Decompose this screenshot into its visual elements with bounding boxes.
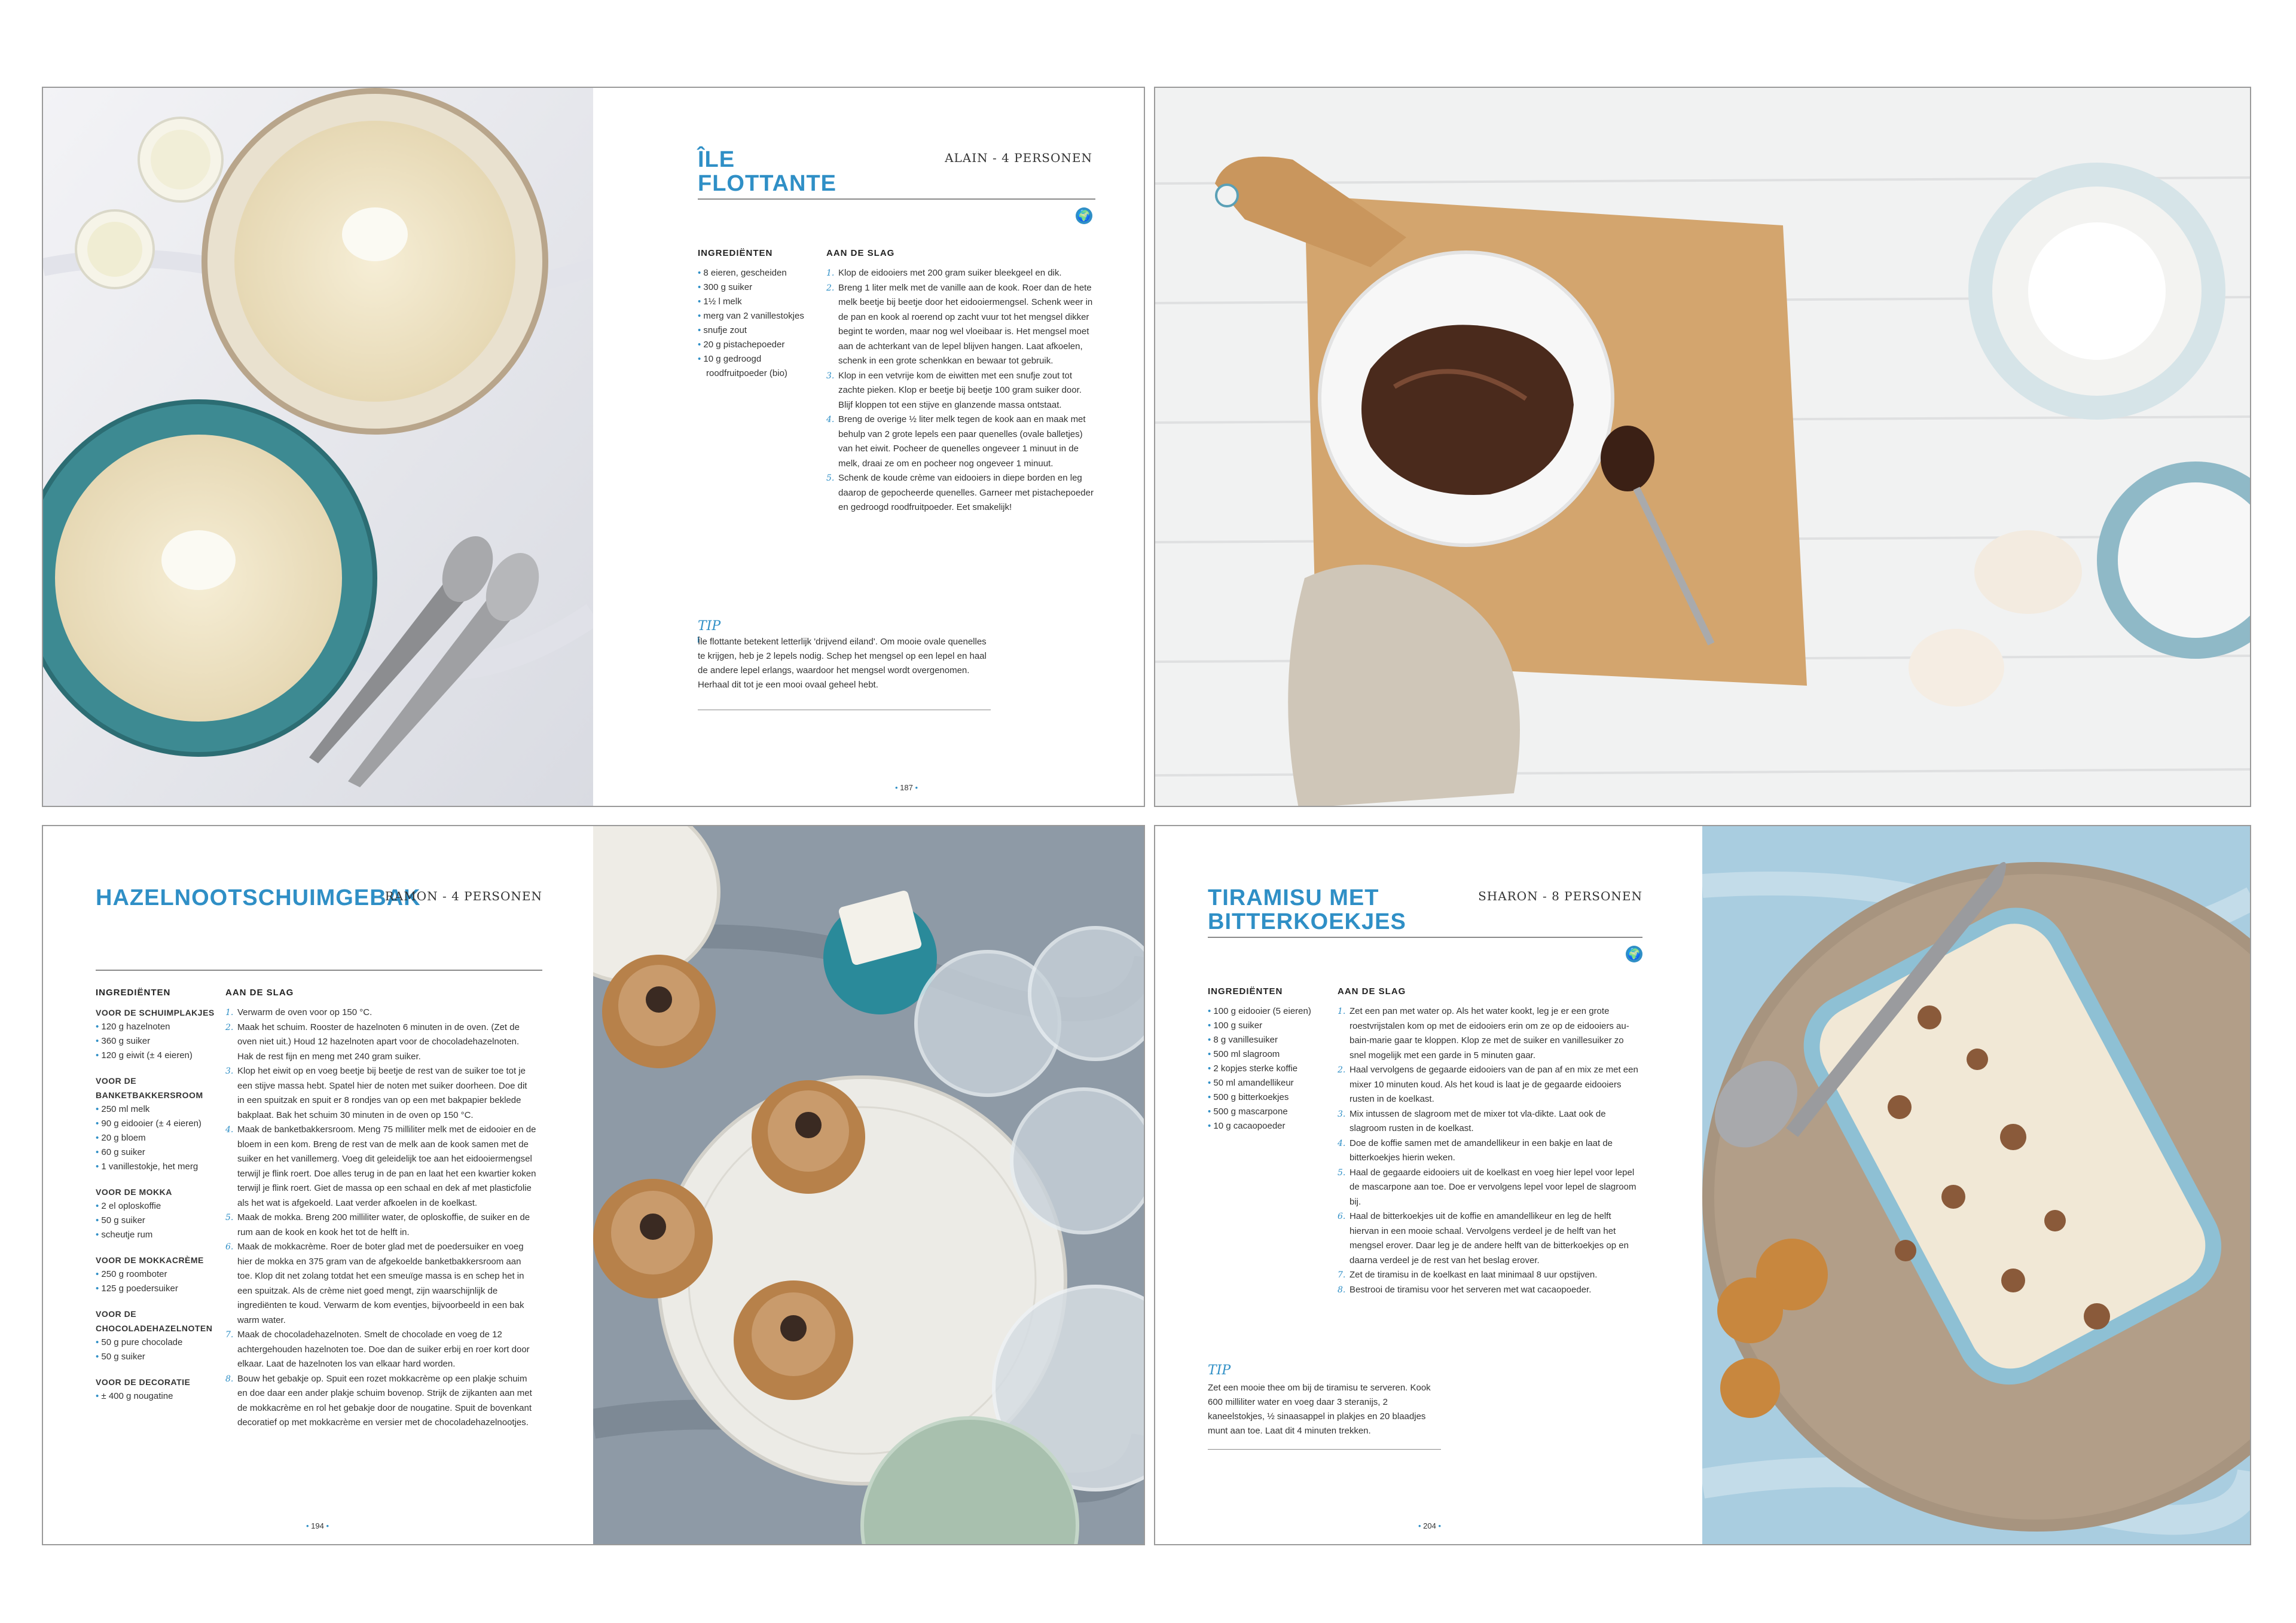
author-byline: RAMON - 4 PERSONEN bbox=[384, 889, 542, 903]
step-number: 3. bbox=[826, 371, 835, 381]
globe-icon: 🌍 bbox=[1626, 946, 1642, 962]
step-number: 6. bbox=[225, 1242, 234, 1252]
recipe-page-ile-flottante bbox=[593, 88, 1145, 806]
title-rule bbox=[698, 198, 1095, 200]
method-step bbox=[225, 1123, 536, 1211]
spread-chocolate-photo bbox=[1154, 87, 2251, 807]
step-text: Verwarm de oven voor op 150 °C. bbox=[237, 1007, 373, 1017]
ingredient-item: • 90 g eidooier (± 4 eieren) bbox=[96, 1117, 215, 1131]
step-number: 8. bbox=[1338, 1285, 1346, 1295]
method-step bbox=[225, 1328, 536, 1372]
ingredient-item: • 8 eieren, gescheiden bbox=[698, 266, 817, 280]
step-number: 2. bbox=[225, 1022, 234, 1032]
tiramisu-photo bbox=[1702, 826, 2251, 1545]
step-text: Breng de overige ½ liter melk tegen de kook aan en maak met behulp van 2 grote lepels een paar quenelles (ovale balletjes) van het eiwit. Pocheer de quenelles ongeveer 1 minuut in de melk, draai ze om en pocheer nog ongeveer 1 minuut. bbox=[838, 414, 1086, 469]
step-text: Klop het eiwit op en voeg beetje bij beetje de rest van de suiker toe tot je een stijve massa hebt. Spatel hier de noten met suiker doorheen. Doe dit in een spuitzak en spuit er 8 rondjes van op een met bakpapier beklede bakplaat. Bak het schuim 30 minuten in de oven op 150 °C. bbox=[237, 1066, 527, 1120]
step-number: 7. bbox=[1338, 1270, 1346, 1280]
tip-text: Zet een mooie thee om bij de tiramisu te serveren. Kook 600 milliliter water en voeg daar 3 steranijs, 2 kaneelstokjes, ½ sinaasappel in plakjes en 20 blaadjes munt aan toe. Laat dit 4 minuten trekken. bbox=[1208, 1383, 1431, 1436]
ingredients-list bbox=[698, 266, 817, 381]
ingredient-item: • ± 400 g nougatine bbox=[96, 1389, 215, 1404]
step-text: Bouw het gebakje op. Spuit een rozet mokkacrème op een plakje schuim en doe daar een ander plakje schuim bovenop. Strijk de zijkanten aan met de mokkacrème en rol het gebakje door de nougatine. Spuit de bovenkant decoratief op met mokkacrème en versier met de chocoladehazelnootjes. bbox=[237, 1373, 532, 1428]
ingredient-item: • 2 kopjes sterke koffie bbox=[1208, 1062, 1327, 1076]
ingredient-item: • 8 g vanillesuiker bbox=[1208, 1033, 1327, 1047]
method-step bbox=[225, 1020, 536, 1065]
step-number: 4. bbox=[225, 1125, 234, 1135]
page-title bbox=[1208, 886, 1406, 934]
step-number: 1. bbox=[225, 1008, 234, 1017]
page-number: • 194 • bbox=[306, 1521, 329, 1530]
ingredient-group: VOOR DE DECORATIE bbox=[96, 1377, 191, 1387]
page-number: • 204 • bbox=[1418, 1521, 1441, 1530]
title-line-2: FLOTTANTE bbox=[698, 171, 837, 196]
step-number: 2. bbox=[826, 283, 835, 293]
ingredient-item: • 10 g gedroogd roodfruitpoeder (bio) bbox=[698, 352, 817, 381]
step-text: Breng 1 liter melk met de vanille aan de kook. Roer dan de hete melk beetje bij beetje door het eidooiermengsel. Schenk weer in de pan en kook al roerend op zacht vuur tot het mengsel dikker begint te worden, maar nog wel vloeibaar is. Het mengsel moet aan de achterkant van de lepel blijven hangen. Laat afkoelen, schenk in een grote schenkkan en bewaar tot gebruik. bbox=[838, 282, 1093, 366]
step-text: Zet een pan met water op. Als het water kookt, leg je er een grote roestvrijstalen kom op met de eidooiers erin om ze op de eidooiers au-bain-marie gaar te kloppen. Klop ze met de suiker en vanillesuiker zo snel mogelijk met een garde in 5 minuten gaar. bbox=[1349, 1006, 1629, 1060]
step-number: 3. bbox=[225, 1066, 234, 1076]
method-step bbox=[225, 1211, 536, 1240]
step-number: 7. bbox=[225, 1330, 234, 1340]
ingredient-item: • 50 g suiker bbox=[96, 1350, 215, 1364]
ingredient-item: • 20 g bloem bbox=[96, 1131, 215, 1145]
step-text: Doe de koffie samen met de amandellikeur in een bakje en laat de bitterkoekjes hierin weken. bbox=[1349, 1138, 1613, 1163]
ingredient-item: • 500 g mascarpone bbox=[1208, 1105, 1327, 1119]
ingredient-item: • 300 g suiker bbox=[698, 280, 817, 295]
ingredients-heading: INGREDIËNTEN bbox=[96, 988, 171, 998]
step-text: Zet de tiramisu in de koelkast en laat minimaal 8 uur opstijven. bbox=[1349, 1270, 1598, 1280]
ingredient-item: • 360 g suiker bbox=[96, 1034, 215, 1049]
ingredient-item: • 20 g pistachepoeder bbox=[698, 338, 817, 352]
ingredients-list bbox=[1208, 1004, 1327, 1133]
step-text: Mix intussen de slagroom met de mixer tot vla-dikte. Laat ook de slagroom rusten in de koelkast. bbox=[1349, 1108, 1606, 1133]
tip-heading: TIP bbox=[1208, 1363, 1231, 1378]
method-step bbox=[1338, 1166, 1642, 1210]
ingredient-item: • 500 ml slagroom bbox=[1208, 1047, 1327, 1062]
step-number: 1. bbox=[826, 268, 835, 278]
tip-heading: TIP bbox=[698, 619, 721, 634]
ingredient-group: VOOR DE CHOCOLADEHAZELNOTEN bbox=[96, 1309, 213, 1333]
globe-icon: 🌍 bbox=[1076, 207, 1092, 224]
method-step bbox=[225, 1064, 536, 1123]
step-number: 4. bbox=[1338, 1138, 1346, 1148]
step-number: 3. bbox=[1338, 1109, 1346, 1119]
step-text: Klop de eidooiers met 200 gram suiker bleekgeel en dik. bbox=[838, 268, 1062, 278]
title-rule bbox=[1208, 937, 1642, 938]
step-text: Haal de bitterkoekjes uit de koffie en amandellikeur en leg de helft hiervan in een mooie schaal. Vervolgens verdeel je de helft van het mengsel erover. Daar leg je de andere helft van de bitterkoekjes op en daarna verdeel je de rest van het beslag erover. bbox=[1349, 1211, 1629, 1266]
method-step bbox=[826, 369, 1098, 413]
step-text: Maak de mokkacrème. Roer de boter glad met de poedersuiker en voeg hier de mokka en 375 gram van de afgekoelde banketbakkersroom aan toe. Klop dit net zolang totdat het een smeuïge massa is en schep het in een spuitzak. Als de crème niet goed mengt, zijn waarschijnlijk de ingrediënten te koud. Verwarm de kom eventjes, bijvoorbeeld in een bak warm water. bbox=[237, 1242, 524, 1325]
step-number: 8. bbox=[225, 1374, 234, 1384]
title-line-2: BITTERKOEKJES bbox=[1208, 909, 1406, 934]
chocolate-bowl-photo bbox=[1155, 88, 2251, 807]
ingredient-item: • 500 g bitterkoekjes bbox=[1208, 1090, 1327, 1105]
method-heading: AAN DE SLAG bbox=[1338, 986, 1406, 997]
step-number: 2. bbox=[1338, 1065, 1346, 1075]
recipe-page-hazelnootschuimgebak bbox=[43, 826, 593, 1544]
ingredient-item: • 1 vanillestokje, het merg bbox=[96, 1160, 215, 1174]
ingredient-group: VOOR DE BANKETBAKKERSROOM bbox=[96, 1076, 203, 1100]
step-text: Maak de banketbakkersroom. Meng 75 milliliter melk met de eidooier en de bloem in een kom. Breng de rest van de melk aan de kook samen met de suiker en het vanillemerg. Voeg dit geleidelijk toe aan het eidooiermengsel terwijl je flink roert. Doe alles terug in de pan en laat het een kwartier koken terwijl je flink roert. Giet de massa op een schaal en dek af met plasticfolie als het wat is afgekoeld. Laat verder afkoelen in de koelkast. bbox=[237, 1124, 536, 1208]
method-step bbox=[826, 266, 1098, 281]
ingredient-item: • 125 g poedersuiker bbox=[96, 1282, 215, 1296]
step-text: Maak de mokka. Breng 200 milliliter water, de oploskoffie, de suiker en de rum aan de kook en kook het tot de helft in. bbox=[237, 1212, 530, 1237]
title-line-1: TIRAMISU MET bbox=[1208, 885, 1379, 910]
ingredient-item: • 50 ml amandellikeur bbox=[1208, 1076, 1327, 1090]
step-text: Bestrooi de tiramisu voor het serveren met wat cacaopoeder. bbox=[1349, 1284, 1592, 1295]
method-step bbox=[1338, 1063, 1642, 1107]
ingredient-item: • 50 g pure chocolade bbox=[96, 1335, 215, 1350]
ingredient-item: • scheutje rum bbox=[96, 1228, 215, 1242]
ingredient-item: • 10 g cacaopoeder bbox=[1208, 1119, 1327, 1133]
method-step bbox=[826, 412, 1098, 471]
step-text: Schenk de koude crème van eidooiers in diepe borden en leg daarop de gepocheerde quenelles. Garneer met pistachepoeder en gedroogd roodfruitpoeder. Eet smakelijk! bbox=[838, 473, 1094, 512]
tip-text: Île flottante betekent letterlijk 'drijvend eiland'. Om mooie ovale quenelles te krijgen, heb je 2 lepels nodig. Schep het mengsel op een lepel en haal de andere lepel erlangs, waardoor het mengsel wordt overgenomen. Herhaal dit tot je een mooi ovaal geheel hebt. bbox=[698, 637, 987, 690]
ingredient-item: • 50 g suiker bbox=[96, 1214, 215, 1228]
method-step bbox=[826, 281, 1098, 369]
method-step bbox=[1338, 1283, 1642, 1298]
method-step bbox=[1338, 1209, 1642, 1268]
step-number: 5. bbox=[225, 1213, 234, 1222]
author-byline: SHARON - 8 PERSONEN bbox=[1478, 889, 1642, 903]
step-text: Klop in een vetvrije kom de eiwitten met een snufje zout tot zachte pieken. Klop er beetje bij beetje 100 gram suiker door. Blijf kloppen tot een stijve en glanzende massa ontstaat. bbox=[838, 370, 1082, 410]
ingredients-heading: INGREDIËNTEN bbox=[698, 248, 773, 258]
author-byline: ALAIN - 4 PERSONEN bbox=[945, 151, 1092, 165]
ingredient-item: • 60 g suiker bbox=[96, 1145, 215, 1160]
step-text: Maak het schuim. Rooster de hazelnoten 6 minuten in de oven. (Zet de oven niet uit.) Houd 12 hazelnoten apart voor de chocoladehazelnoten. Hak de rest fijn en meng met 240 gram suiker. bbox=[237, 1022, 520, 1062]
ingredient-item: • 100 g eidooier (5 eieren) bbox=[1208, 1004, 1327, 1019]
ingredients-heading: INGREDIËNTEN bbox=[1208, 986, 1283, 997]
method-heading: AAN DE SLAG bbox=[225, 988, 294, 998]
ingredient-item: • 120 g eiwit (± 4 eieren) bbox=[96, 1049, 215, 1063]
ingredient-item: • snufje zout bbox=[698, 323, 817, 338]
method-steps bbox=[1338, 1004, 1642, 1297]
ingredient-item: • 2 el oploskoffie bbox=[96, 1199, 215, 1214]
page-title bbox=[698, 148, 836, 195]
method-step bbox=[1338, 1004, 1642, 1063]
ingredient-item: • 100 g suiker bbox=[1208, 1019, 1327, 1033]
spread-hazelnootschuimgebak bbox=[42, 825, 1145, 1545]
method-step bbox=[826, 471, 1098, 515]
title-line-1: HAZELNOOTSCHUIMGEBAK bbox=[96, 885, 421, 910]
step-text: Haal vervolgens de gegaarde eidooiers van de pan af en mix ze met een mixer 10 minuten koud. Als het koud is laat je de gegaarde eidooiers rusten in de koelkast. bbox=[1349, 1065, 1638, 1104]
step-number: 6. bbox=[1338, 1212, 1346, 1221]
method-step bbox=[1338, 1136, 1642, 1166]
step-number: 5. bbox=[826, 473, 835, 483]
tip-bottom-rule bbox=[1208, 1449, 1441, 1450]
spread-tiramisu bbox=[1154, 825, 2251, 1545]
method-steps bbox=[826, 266, 1098, 515]
method-step bbox=[225, 1240, 536, 1328]
ingredients-list bbox=[96, 1005, 215, 1404]
step-number: 5. bbox=[1338, 1167, 1346, 1178]
method-step bbox=[1338, 1107, 1642, 1136]
step-text: Maak de chocoladehazelnoten. Smelt de chocolade en voeg de 12 achtergehouden hazelnoten toe. Doe dan de suiker erbij en roer kort door elkaar. Laat de hazelnoten los van elkaar hard worden. bbox=[237, 1329, 530, 1369]
hazelnut-cakes-photo bbox=[593, 826, 1145, 1545]
ingredient-item: • 250 g roomboter bbox=[96, 1267, 215, 1282]
ingredient-item: • 1½ l melk bbox=[698, 295, 817, 309]
spread-ile-flottante bbox=[42, 87, 1145, 807]
ingredient-item: • 120 g hazelnoten bbox=[96, 1020, 215, 1034]
step-text: Haal de gegaarde eidooiers uit de koelkast en voeg hier lepel voor lepel de mascarpone aan toe. Doe er vervolgens lepel voor lepel de slagroom bij. bbox=[1349, 1167, 1636, 1207]
step-number: 4. bbox=[826, 415, 835, 424]
method-step bbox=[1338, 1268, 1642, 1283]
step-number: 1. bbox=[1338, 1007, 1346, 1016]
page-title bbox=[96, 886, 421, 910]
ingredient-group: VOOR DE MOKKA bbox=[96, 1187, 172, 1197]
title-rule bbox=[96, 970, 542, 971]
ile-flottante-photo bbox=[43, 88, 593, 807]
page-number: • 187 • bbox=[895, 783, 918, 792]
method-step bbox=[225, 1372, 536, 1431]
title-line-1: ÎLE bbox=[698, 147, 735, 172]
method-steps bbox=[225, 1005, 536, 1431]
ingredient-group: VOOR DE MOKKACRÈME bbox=[96, 1255, 204, 1265]
method-heading: AAN DE SLAG bbox=[826, 248, 895, 258]
ingredient-item: • 250 ml melk bbox=[96, 1102, 215, 1117]
recipe-page-tiramisu bbox=[1155, 826, 1702, 1544]
ingredient-group: VOOR DE SCHUIMPLAKJES bbox=[96, 1008, 215, 1017]
method-step bbox=[225, 1005, 536, 1020]
ingredient-item: • merg van 2 vanillestokjes bbox=[698, 309, 817, 323]
